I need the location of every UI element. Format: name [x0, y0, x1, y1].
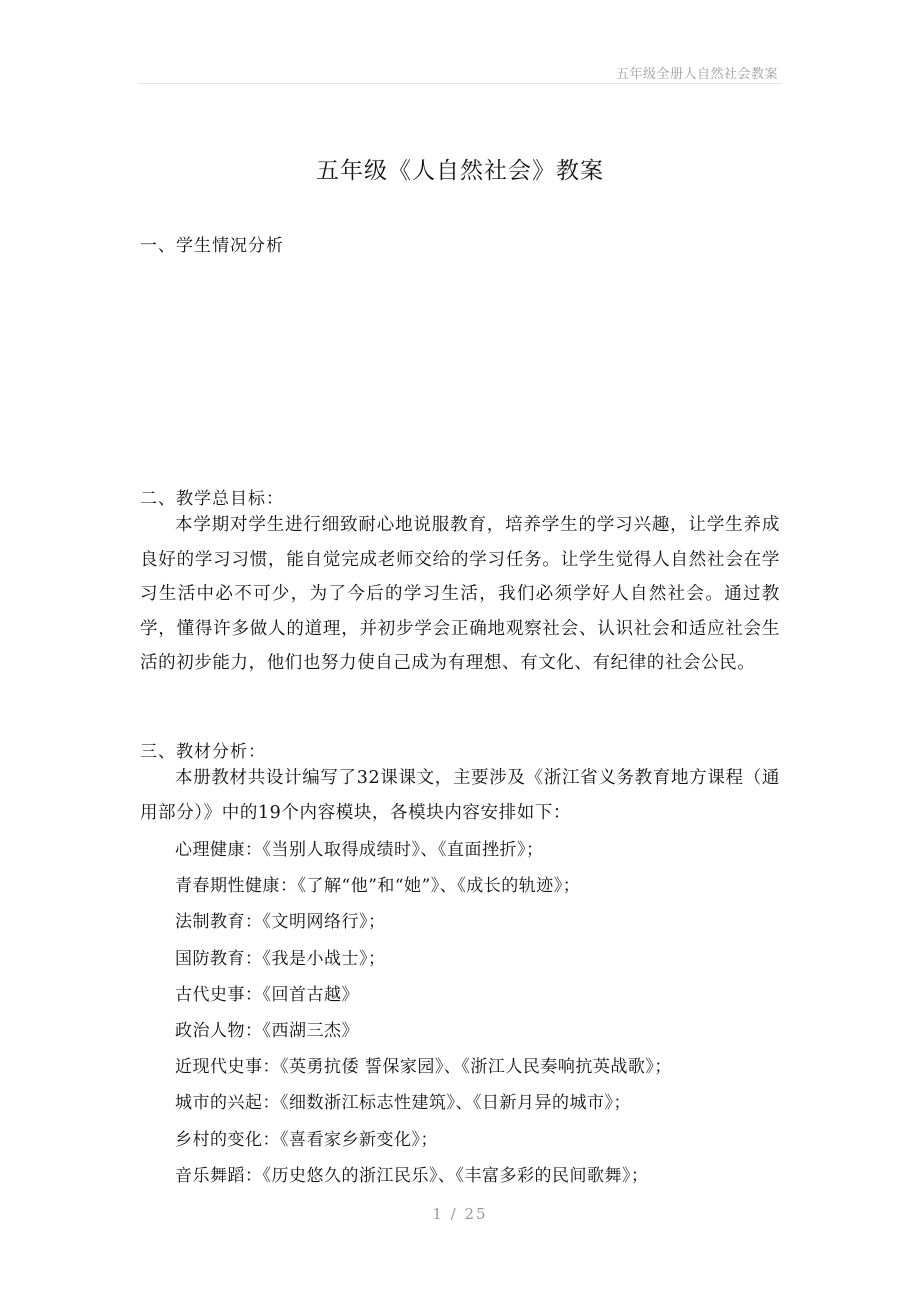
list-item: 心理健康：《当别人取得成绩时》、《直面挫折》； — [175, 840, 544, 860]
page-indicator: 1 / 25 — [432, 1205, 488, 1223]
document-title: 五年级《人自然社会》教案 — [316, 158, 604, 184]
list-item: 政治人物：《西湖三杰》 — [175, 1021, 359, 1042]
list-item: 城市的兴起：《细数浙江标志性建筑》、《日新月异的城市》； — [175, 1093, 631, 1114]
list-item: 近现代史事：《英勇抗倭 誓保家园》、《浙江人民奏响抗英战歌》； — [175, 1057, 672, 1078]
section-heading-material-analysis: 三、教材分析： — [140, 742, 266, 762]
material-analysis-paragraph: 本册教材共设计编写了32课课文，主要涉及《浙江省义务教育地方课程（通用部分）》中的19个内容模块，各模块内容安排如下： — [140, 768, 780, 823]
list-item: 法制教育：《文明网络行》； — [175, 912, 386, 933]
list-item: 青春期性健康：《了解“他”和“她”》、《成长的轨迹》； — [175, 876, 581, 897]
section-heading-teaching-goals: 二、教学总目标： — [140, 489, 284, 509]
list-item: 乡村的变化：《喜看家乡新变化》； — [175, 1129, 438, 1150]
list-item: 国防教育：《我是小战士》； — [175, 948, 386, 969]
teaching-goals-paragraph: 本学期对学生进行细致耐心地说服教育，培养学生的学习兴趣，让学生养成良好的学习习惯，能自觉完成老师交给的学习任务。让学生觉得人自然社会在学习生活中必不可少，为了今后的学习生活，我们必须学好人自然社会。通过教学，懂得许多做人的道理，并初步学会正确地观察社会、认识社会和适应社会生活的初步能力，他们也努力使自己成为有理想、有文化、有纪律的社会公民。 — [140, 515, 780, 673]
module-list — [175, 832, 672, 1194]
section-heading-student-analysis: 一、学生情况分析 — [140, 236, 284, 256]
list-item: 古代史事：《回首古越》 — [175, 984, 359, 1005]
running-header: 五年级全册人自然社会教案 — [615, 67, 778, 82]
list-item: 音乐舞蹈：《历史悠久的浙江民乐》、《丰富多彩的民间歌舞》； — [175, 1165, 649, 1186]
header-divider — [138, 83, 782, 84]
